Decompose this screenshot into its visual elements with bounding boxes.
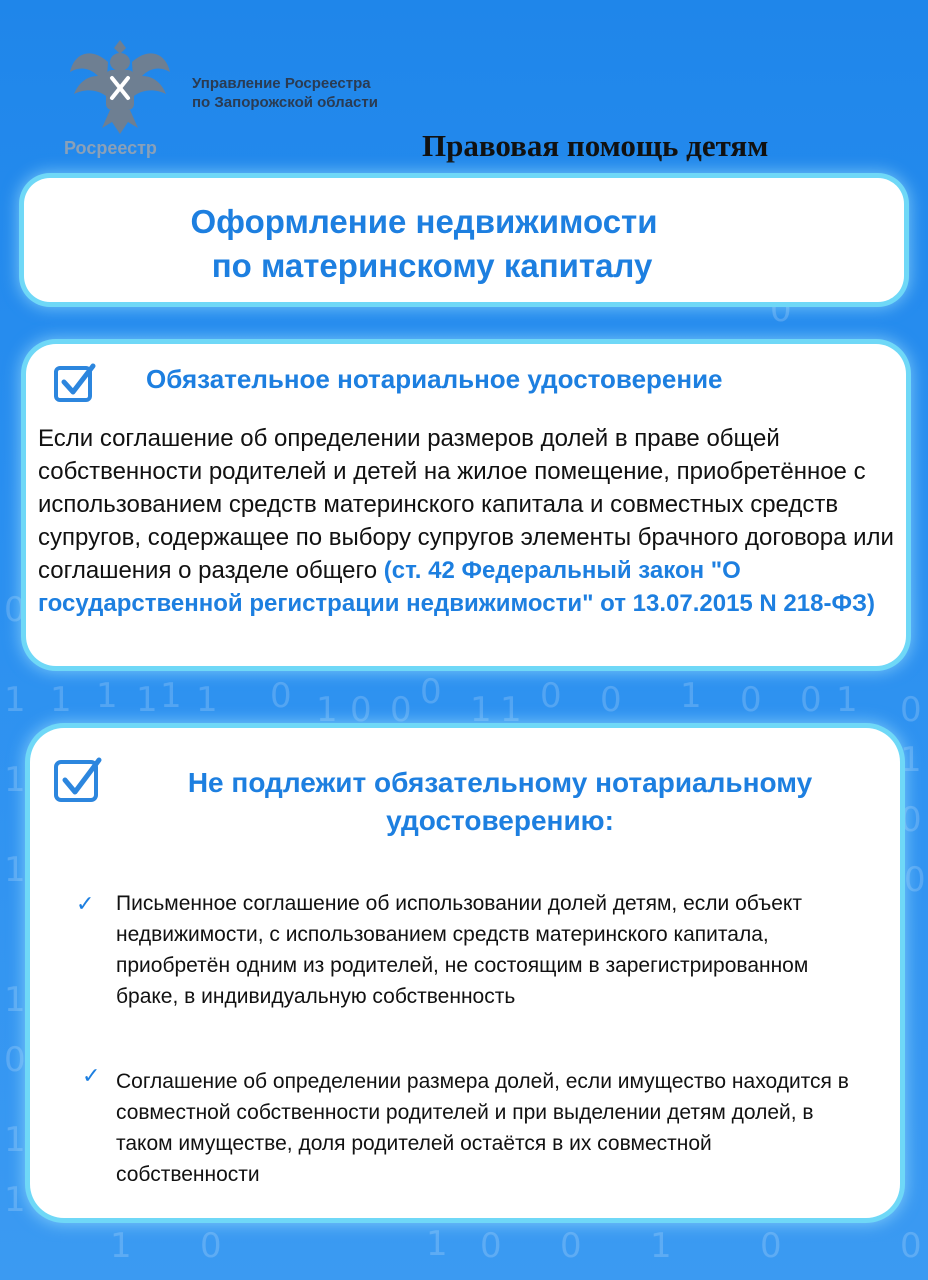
- not-mandatory-heading: [30, 764, 900, 840]
- rubric-title: Правовая помощь детям: [422, 128, 769, 163]
- title-card: [24, 178, 904, 302]
- mandatory-heading: Обязательное нотариальное удостоверение: [146, 364, 723, 394]
- mandatory-text: Если соглашение об определении размеров долей в праве общей собственности родителей и детей на жилое помещение, приобретённое с использованием средств материнского капитала и совместных средств супругов, содержащее по выбору супругов элементы брачного договора или соглашения о разделе общего: [38, 425, 894, 584]
- mandatory-description: [38, 422, 898, 620]
- mandatory-notarization-card: [26, 344, 906, 666]
- list-item-text: Письменное соглашение об использовании долей детям, если объект недвижимости, с использованием средств материнского капитала, приобретён одним из родителей, не состоящим в зарегистрированном браке, в индивидуальную собственность: [116, 892, 809, 1008]
- not-mandatory-card: [30, 728, 900, 1218]
- not-mandatory-heading-line-2: удостоверению:: [386, 805, 614, 836]
- title-block: [24, 200, 904, 288]
- logo-caption: Росреестр: [64, 138, 157, 158]
- checkbox-checked-icon: [54, 362, 94, 402]
- law-reference: (ст. 42 Федеральный закон "О государственной регистрации недвижимости" от 13.07.2015 N 218-ФЗ): [38, 557, 875, 617]
- check-mark-icon: ✓: [82, 1063, 101, 1088]
- title-line-2: по материнскому капиталу: [211, 247, 653, 284]
- list-item-text: Соглашение об определении размера долей, если имущество находится в совместной собственности родителей и при выделении детям долей, в таком имуществе, доля родителей остаётся в их совместной собственности: [116, 1070, 849, 1186]
- org-name-line-1: Управление Росреестра: [192, 75, 371, 92]
- list-item: [76, 888, 856, 1012]
- background-binary-pattern: 0 0 1 1 1 1 1 1 0 1 0 0 0 1 1 0 0 1 0 0 1 0 1 0 0 1 1 1 0 1 1 1 0 1 0 0 1 0 0: [4, 290, 926, 1266]
- title-line-1: Оформление недвижимости: [190, 203, 658, 240]
- list-item: [82, 1063, 856, 1190]
- org-name-line-2: по Запорожской области: [192, 94, 378, 111]
- not-mandatory-heading-line-1: Не подлежит обязательному нотариальному: [187, 767, 813, 798]
- organization-name: [192, 74, 378, 112]
- check-mark-icon: ✓: [76, 891, 95, 916]
